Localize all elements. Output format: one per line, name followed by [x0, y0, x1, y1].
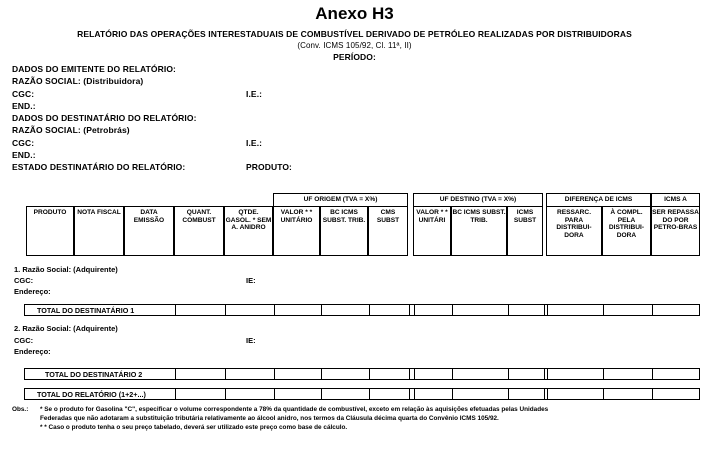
col-qtde-gasol: QTDE. GASOL. * SEM A. ANIDRO	[224, 206, 273, 256]
adq1-ie: IE:	[246, 276, 256, 285]
obs-line-3: * * Caso o produto tenha o seu preço tabelado, deverá ser utilizado este preço como base de cálculo.	[40, 424, 348, 431]
obs-label: Obs.:	[12, 406, 29, 413]
destinatario-ie: I.E.:	[246, 138, 263, 148]
emitente-heading: DADOS DO EMITENTE DO RELATÓRIO:	[12, 64, 176, 74]
report-subtitle: RELATÓRIO DAS OPERAÇÕES INTERESTADUAIS DE COMBUSTÍVEL DERIVADO DE PETRÓLEO REALIZADAS POR DISTRIBUIDORAS	[77, 29, 632, 39]
destinatario-heading: DADOS DO DESTINATÁRIO DO RELATÓRIO:	[12, 113, 197, 123]
col-data-emissao: DATA EMISSÃO	[124, 206, 174, 256]
col-bc-icms-destino: BC ICMS SUBST. TRIB.	[451, 206, 507, 256]
emitente-ie: I.E.:	[246, 89, 263, 99]
adq1-endereco: Endereço:	[14, 287, 51, 296]
obs-line-2: Federadas que não adotaram a substituição tributária relativamente ao álcool anidro, nos termos da Cláusula décima quarta do Convênio ICMS 105/92.	[40, 415, 499, 422]
obs-line-1: * Se o produto for Gasolina "C", especificar o volume correspondente a 78% da quantidade de combustível, exceto em relação às aquisições efetuadas pelas Unidades	[40, 406, 549, 413]
produto-label: PRODUTO:	[246, 162, 292, 172]
total-relatorio-label: TOTAL DO RELATÓRIO (1+2+...)	[37, 390, 146, 399]
total-destinatario-2-label: TOTAL DO DESTINATÁRIO 2	[45, 370, 143, 379]
group-diferenca-icms: DIFERENÇA DE ICMS	[546, 193, 651, 206]
adq2-ie: IE:	[246, 336, 256, 345]
col-ser-repassado: SER REPASSA DO POR PETRO-BRAS	[651, 206, 700, 256]
estado-destinatario: ESTADO DESTINATÁRIO DO RELATÓRIO:	[12, 162, 186, 172]
emitente-cgc: CGC:	[12, 89, 35, 99]
destinatario-end: END.:	[12, 150, 36, 160]
col-nota-fiscal: NOTA FISCAL	[74, 206, 124, 256]
convenio-ref: (Conv. ICMS 105/92, Cl. 11ª, II)	[297, 41, 412, 50]
col-a-compl: À COMPL. PELA DISTRIBUI-DORA	[602, 206, 651, 256]
adq2-razao: 2. Razão Social: (Adquirente)	[14, 324, 118, 333]
total-destinatario-1-label: TOTAL DO DESTINATÁRIO 1	[37, 306, 135, 315]
total-destinatario-2-row	[24, 368, 700, 380]
col-quant-combust: QUANT. COMBUST	[174, 206, 224, 256]
col-ressarc: RESSARC. PARA DISTRIBUI-DORA	[546, 206, 602, 256]
adq1-razao: 1. Razão Social: (Adquirente)	[14, 265, 118, 274]
total-relatorio-row	[24, 388, 700, 400]
col-bc-icms-origem: BC ICMS SUBST. TRIB.	[320, 206, 368, 256]
total-destinatario-1-row	[24, 304, 700, 316]
group-uf-origem: UF ORIGEM (TVA = X%)	[273, 193, 408, 206]
emitente-end: END.:	[12, 101, 36, 111]
col-valor-unit-origem: VALOR * * UNITÁRIO	[273, 206, 320, 256]
col-valor-unit-destino: VALOR * * UNITÁRI	[413, 206, 451, 256]
col-icms-subst-destino: ICMS SUBST	[507, 206, 543, 256]
adq2-cgc: CGC:	[14, 336, 34, 345]
adq2-endereco: Endereço:	[14, 347, 51, 356]
page-title: Anexo H3	[315, 4, 394, 23]
destinatario-cgc: CGC:	[12, 138, 35, 148]
adq1-cgc: CGC:	[14, 276, 34, 285]
col-produto: PRODUTO	[26, 206, 74, 256]
emitente-razao: RAZÃO SOCIAL: (Distribuidora)	[12, 76, 144, 86]
group-uf-destino: UF DESTINO (TVA = X%)	[413, 193, 543, 206]
group-icms-a: ICMS A	[651, 193, 700, 206]
periodo-label: PERÍODO:	[333, 52, 376, 62]
destinatario-razao: RAZÃO SOCIAL: (Petrobrás)	[12, 125, 130, 135]
col-cms-subst-origem: CMS SUBST	[368, 206, 408, 256]
